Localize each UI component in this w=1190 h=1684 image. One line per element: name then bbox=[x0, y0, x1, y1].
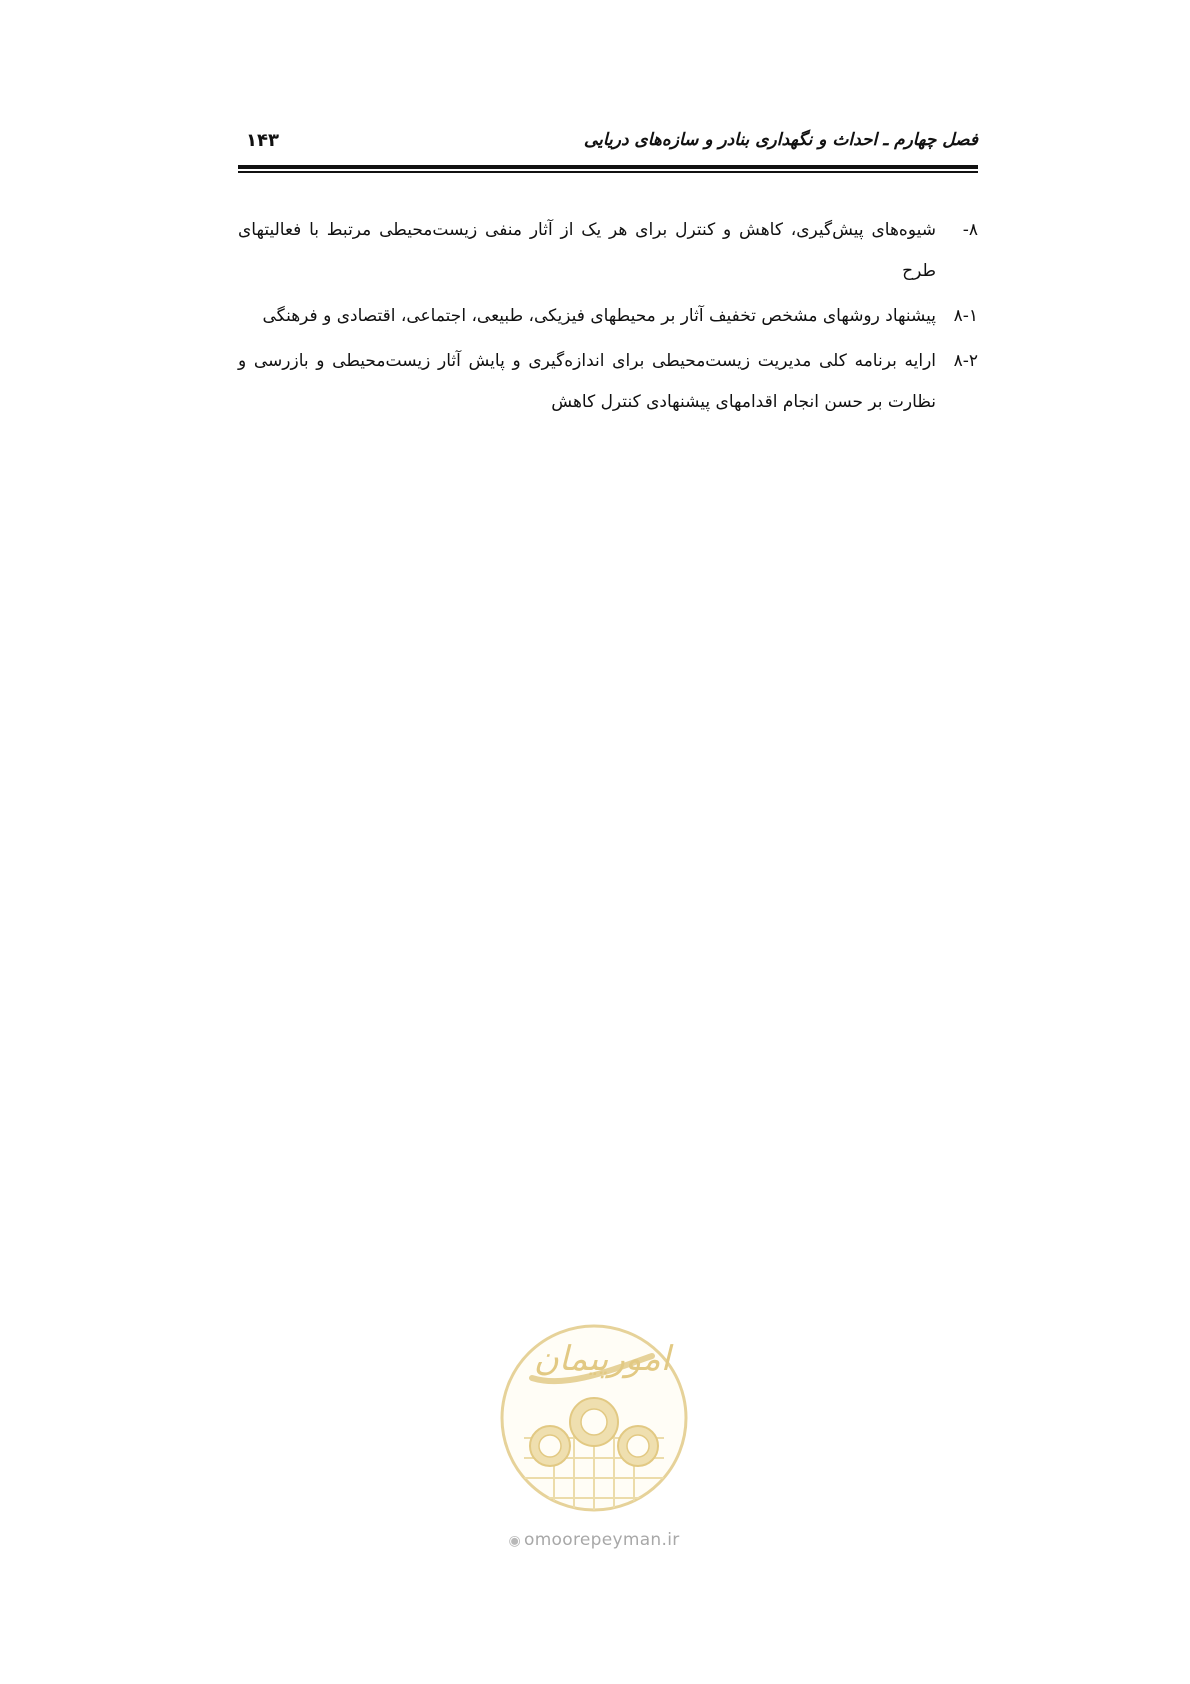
item-number: ۸- bbox=[962, 220, 978, 240]
list-item bbox=[238, 341, 978, 423]
item-number: ۸-۲ bbox=[953, 351, 978, 371]
watermark-logo-icon bbox=[484, 1318, 704, 1523]
item-text: ارایه برنامه کلی مدیریت زیست‌محیطی برای اندازه‌گیری و پایش آثار زیست‌محیطی و بازرسی و نظارت بر حسن انجام اقدامهای پیشنهادی کنترل کاهش bbox=[238, 351, 936, 412]
globe-icon: ◉ bbox=[508, 1533, 521, 1549]
body-content bbox=[238, 210, 978, 427]
item-number: ۸-۱ bbox=[953, 306, 978, 326]
header-rule-thin bbox=[238, 171, 978, 173]
list-item bbox=[238, 296, 978, 337]
watermark-caption bbox=[484, 1530, 704, 1550]
list-item bbox=[238, 210, 978, 292]
header-rule-thick bbox=[238, 165, 978, 169]
watermark-caption-text: omoorepeyman.ir bbox=[524, 1530, 680, 1550]
page-number: ۱۴۳ bbox=[246, 130, 279, 151]
page-header bbox=[238, 118, 978, 174]
watermark bbox=[484, 1318, 704, 1558]
running-header-title: فصل چهارم ـ احداث و نگهداری بنادر و سازه‌های دریایی bbox=[583, 130, 978, 150]
item-text: پیشنهاد روشهای مشخص تخفیف آثار بر محیطهای فیزیکی، طبیعی، اجتماعی، اقتصادی و فرهنگی bbox=[262, 306, 936, 326]
item-text: شیوه‌های پیش‌گیری، کاهش و کنترل برای هر یک از آثار منفی زیست‌محیطی مرتبط با فعالیتهای طرح bbox=[238, 220, 936, 281]
svg-text:امورپیمان: امورپیمان bbox=[533, 1339, 671, 1379]
